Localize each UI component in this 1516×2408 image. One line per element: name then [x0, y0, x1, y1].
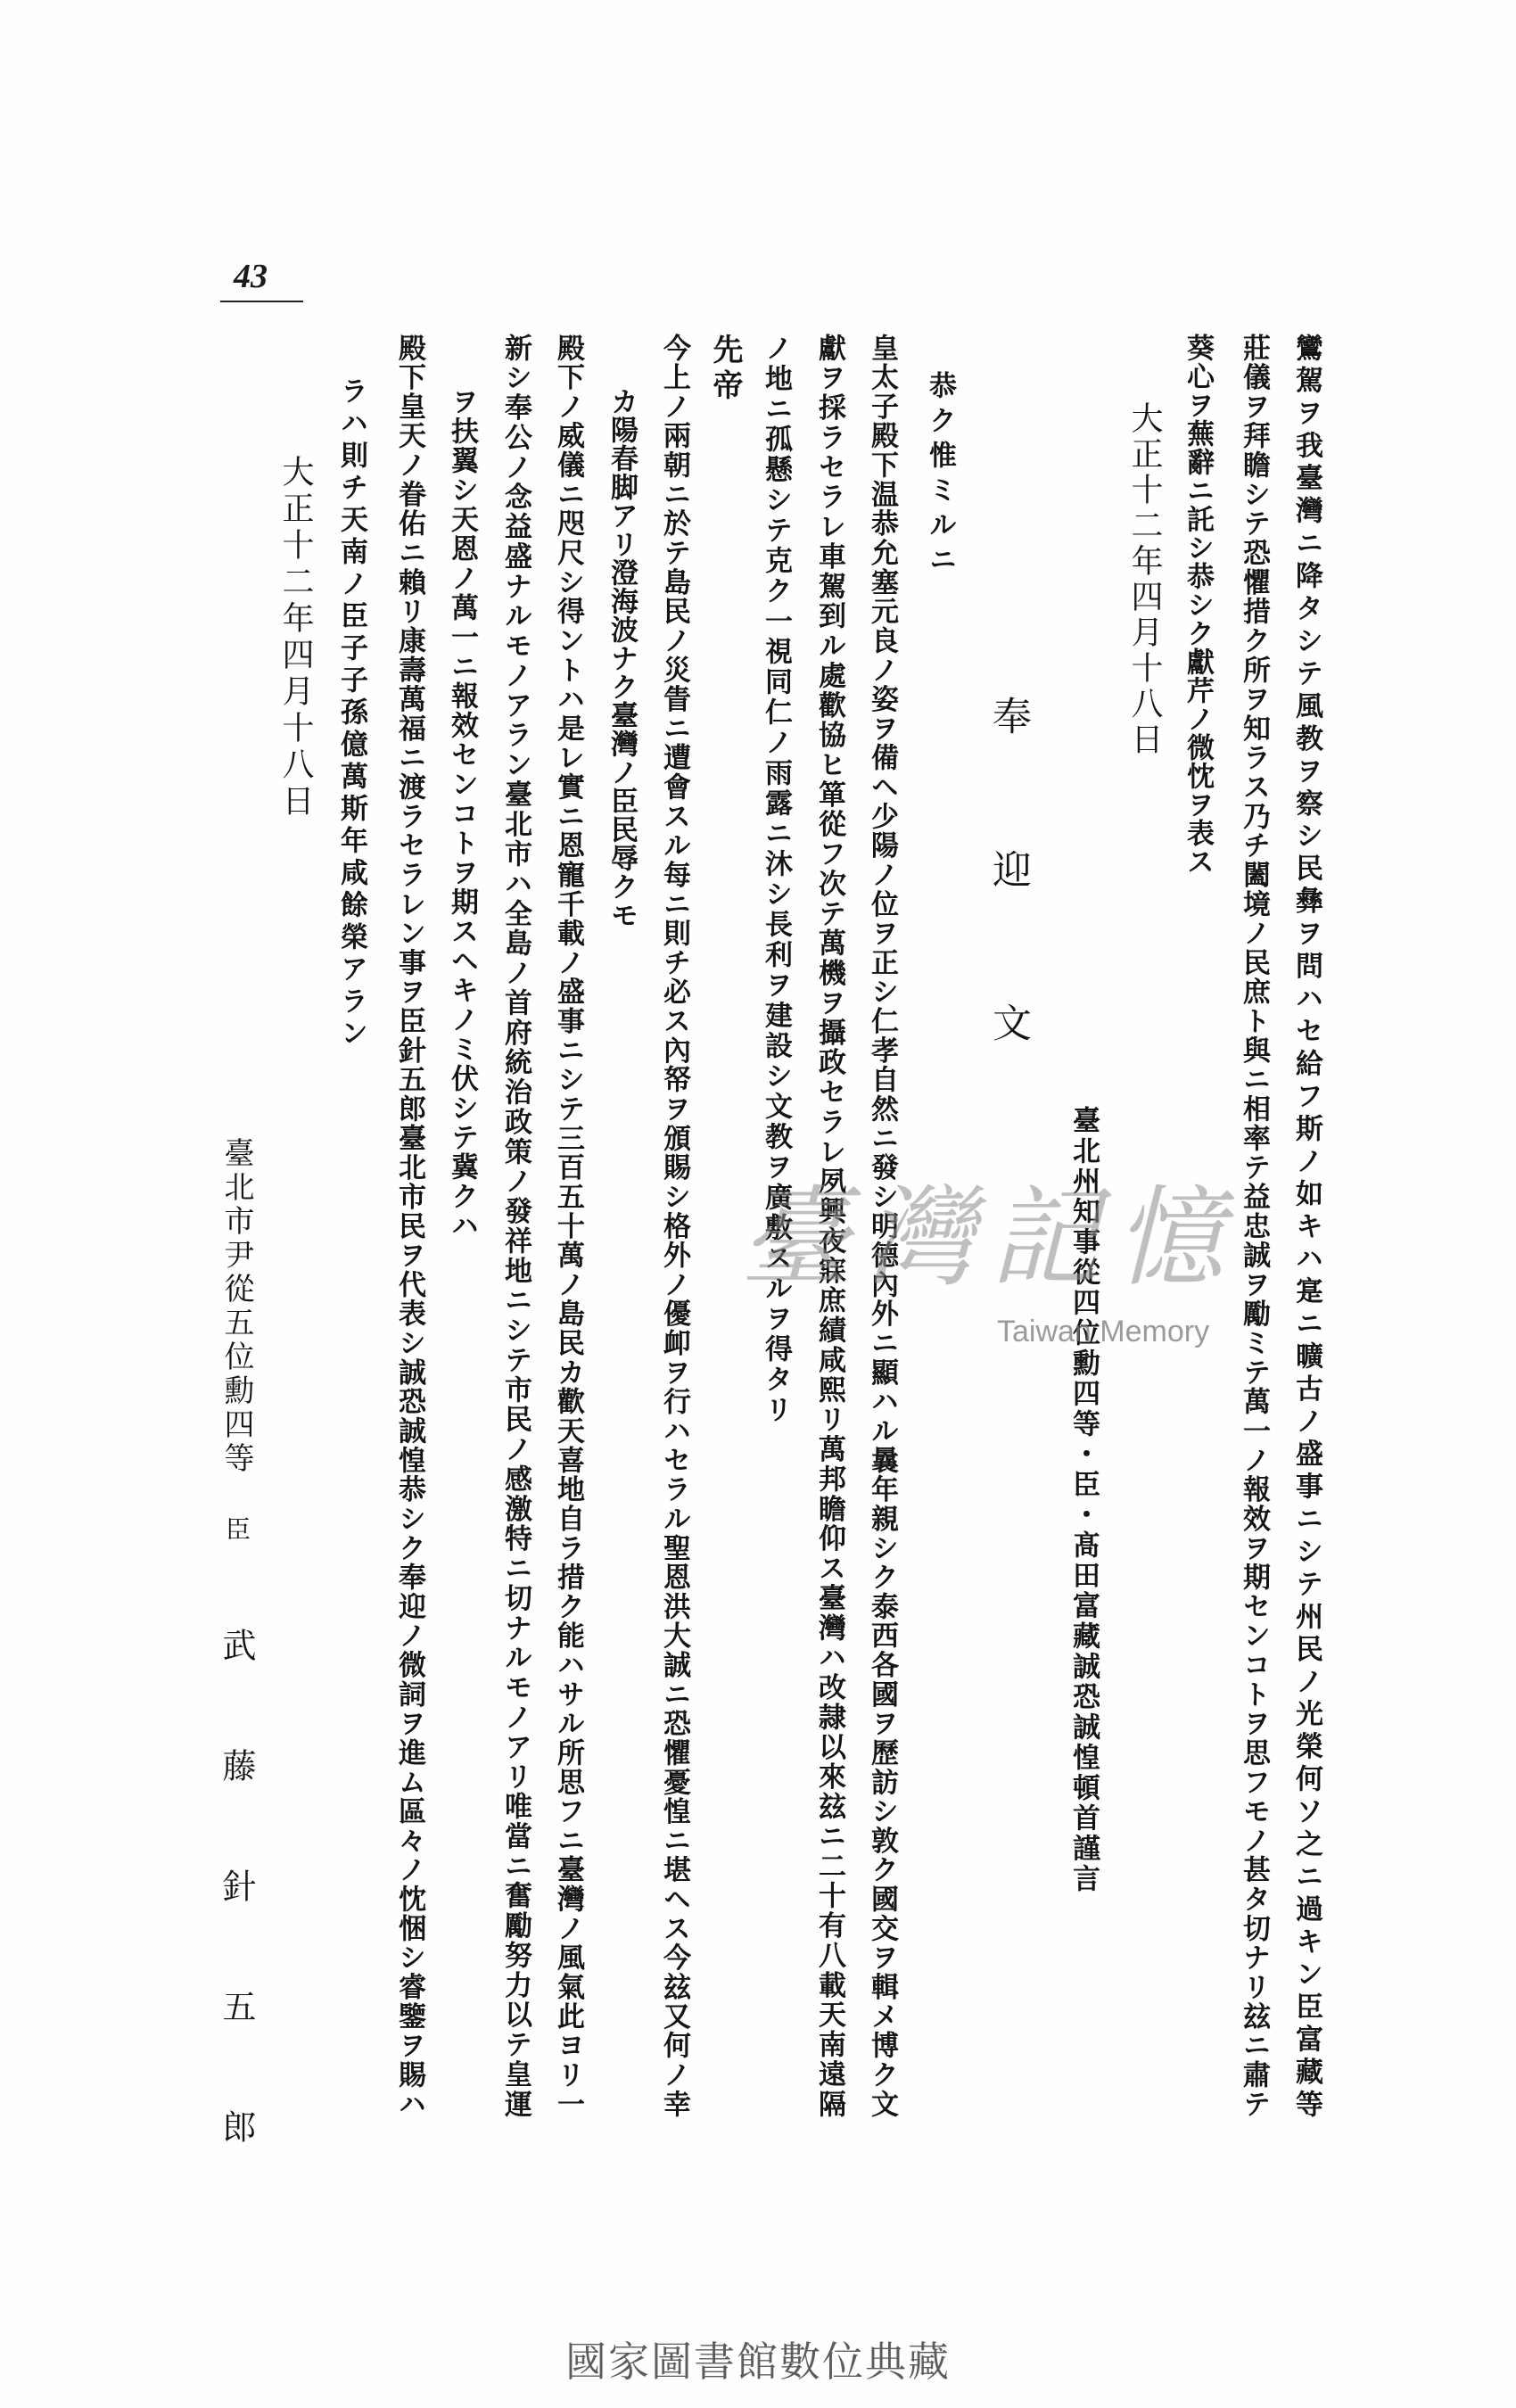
watermark-logo: 臺灣記憶 — [740, 1175, 1240, 1301]
welcome-line-3: 獻ヲ採ラセラレ車駕到ル處歡協ヒ箪從フ次テ萬機ヲ攝政セラレ夙興夜寐庶績咸熙リ萬邦瞻仰ス臺灣ハ改隷以來玆ニ二十有八載天南遠隔 — [813, 334, 845, 2118]
page-number-rule — [220, 301, 303, 302]
library-footer: 國家圖書館數位典藏 — [565, 2338, 951, 2386]
welcome-line-4: ノ地ニ孤懸シテ克ク一視同仁ノ雨露ニ沐シ長利ヲ建設シ文教ヲ廣敷スルヲ得タリ — [760, 334, 792, 1425]
welcome-line-6: 今上ノ兩朝ニ於テ島民ノ災眚ニ遭會スル每ニ則チ必ス內帑ヲ頒賜シ格外ノ優卹ヲ行ハセラル聖恩洪大誠ニ恐懼憂惶ニ堪ヘス今玆又何ノ幸 — [658, 334, 690, 2117]
prefecture-line-3: 葵心ヲ蕪辭ニ託シ恭シク獻芹ノ微忱ヲ表ス — [1182, 334, 1214, 876]
welcome-line-5: 先帝 — [707, 334, 743, 405]
welcome-line-1: 恭ク惟ミルニ — [924, 371, 956, 580]
prefecture-date: 大正十二年四月十八日 — [1126, 401, 1163, 758]
prefecture-line-1: 鸞駕ヲ我臺灣ニ降タシテ風教ヲ察シ民彝ヲ問ハセ給フ斯ノ如キハ寔ニ曠古ノ盛事ニシテ州民ノ光榮何ソ之ニ過キン臣富藏等 — [1290, 334, 1322, 2117]
welcome-address-title: 奉迎文 — [985, 696, 1031, 1156]
welcome-line-11: 殿下皇天ノ眷佑ニ賴リ康壽萬福ニ渡ラセラレン事ヲ臣針五郎臺北市民ヲ代表シ誠恐誠惶恭シク奉迎ノ微詞ヲ進ム區々ノ忱悃シ睿鑒ヲ賜ハ — [393, 334, 425, 2117]
welcome-line-10: ヲ扶翼シ天恩ノ萬一ニ報效センコトヲ期スヘキノミ伏シテ冀クハ — [446, 387, 478, 1241]
prefecture-line-2: 莊儀ヲ拜瞻シテ恐懼措ク所ヲ知ラス乃チ闔境ノ民庶ト與ニ相率テ益忠誠ヲ勵ミテ萬一ノ報效ヲ期センコトヲ思フモノ甚タ切ナリ玆ニ肅テ — [1238, 334, 1270, 2117]
prefecture-signature: 臺北州知事從四位勳四等・臣・髙田富藏誠恐誠惶頓首謹言 — [1067, 1106, 1100, 1894]
signatory-honorific: 臣 — [222, 1516, 251, 1541]
welcome-line-9: 新シ奉公ノ念益盛ナルモノアラン臺北市ハ全島ノ首府統治政策ノ發祥地ニシテ市民ノ感激特ニ切ナルモノアリ唯當ニ奮勵努力以テ皇運 — [499, 334, 531, 2118]
welcome-line-12: ラハ則チ天南ノ臣子子孫億萬斯年咸餘榮アラン — [335, 376, 367, 1051]
welcome-date: 大正十二年四月十八日 — [277, 455, 314, 821]
page-number: 43 — [234, 258, 268, 295]
signatory-office: 臺北市尹從五位勳四等 — [218, 1137, 254, 1476]
signatory-name: 武藤針五郎 — [217, 1628, 256, 2230]
welcome-line-8: 殿下ノ威儀ニ咫尺シ得ントハ是レ實ニ恩寵千載ノ盛事ニシテ三百五十萬ノ島民カ歡天喜地自ラ措ク能ハサル所思フニ臺灣ノ風氣此ヨリ一 — [552, 334, 584, 2117]
welcome-line-7: カ陽春脚アリ澄海波ナク臺灣ノ臣民辱クモ — [606, 387, 638, 929]
welcome-line-2: 皇太子殿下温恭允塞元良ノ姿ヲ備ヘ少陽ノ位ヲ正シ仁孝自然ニ發シ明德內外ニ顯ハル曩年親シク泰西各國ヲ歷訪シ敦ク國交ヲ輯メ博ク文 — [866, 334, 898, 2117]
watermark-subtext: Taiwan Memory — [997, 1315, 1210, 1348]
